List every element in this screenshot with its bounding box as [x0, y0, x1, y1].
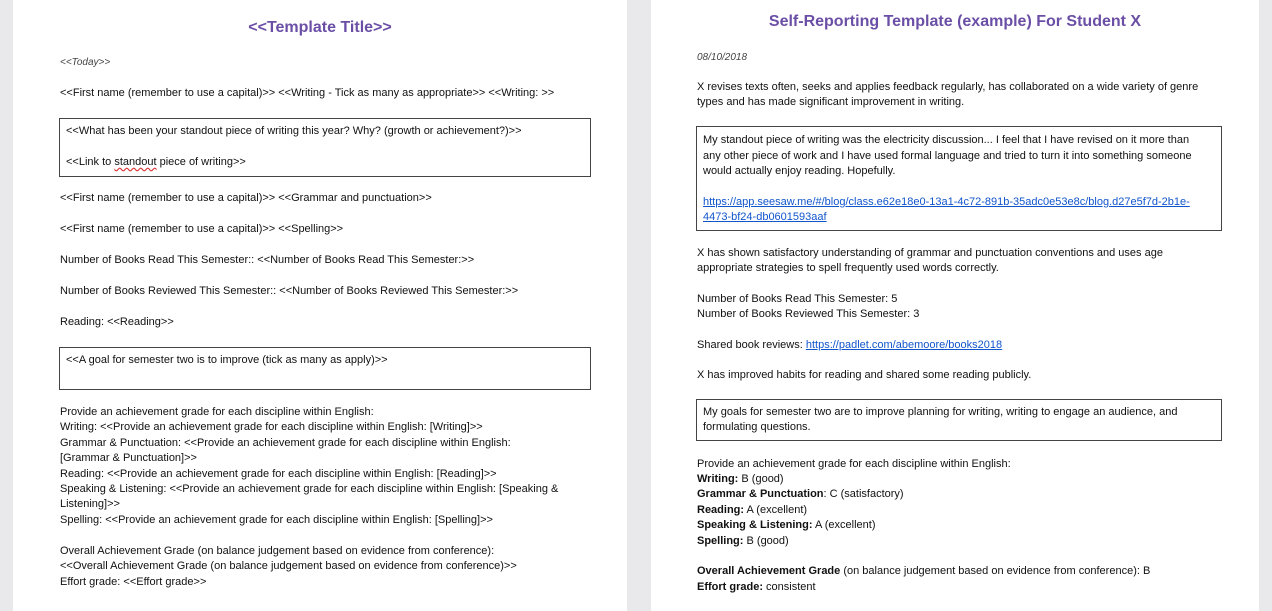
effort-grade-value: consistent: [763, 581, 816, 593]
books-reviewed-line: Number of Books Reviewed This Semester:: <<Number of Books Reviewed This Semester:>>: [60, 285, 519, 297]
standout-writing-box: [696, 126, 1222, 231]
template-title: <<Template Title>>: [248, 19, 392, 36]
grade-reading: [697, 503, 807, 519]
grades-intro: Provide an achievement grade for each discipline within English:: [697, 458, 1011, 470]
standout-text-cont-2: would actually enjoy reading. Hopefully.: [703, 165, 896, 177]
goal-placeholder: <<A goal for semester two is to improve (tick as many as apply)>>: [66, 354, 388, 366]
books-read: Number of Books Read This Semester: 5: [697, 293, 898, 305]
grade-label: Speaking & Listening:: [697, 519, 813, 531]
grammar-line: <<First name (remember to use a capital)>> <<Grammar and punctuation>>: [60, 192, 432, 204]
effort-grade-line: Effort grade: <<Effort grade>>: [60, 576, 207, 588]
report-date: 08/10/2018: [697, 52, 748, 63]
grade-writing: [697, 472, 784, 488]
overall-grade-label: Overall Achievement Grade: [697, 565, 841, 577]
grade-grammar: Grammar & Punctuation: <<Provide an achievement grade for each discipline within English:: [60, 437, 511, 449]
link-suffix: piece of writing>>: [156, 156, 246, 168]
grades-intro: Provide an achievement grade for each discipline within English:: [60, 406, 374, 418]
grade-value: B (good): [743, 535, 789, 547]
effort-grade: [697, 580, 816, 596]
overall-grade-placeholder: <<Overall Achievement Grade (on balance judgement based on evidence from conference)>>: [60, 560, 517, 572]
shared-reviews-label: Shared book reviews:: [697, 339, 806, 351]
reading-line: Reading: <<Reading>>: [60, 316, 174, 328]
grade-spelling: [697, 534, 789, 550]
grade-value: B (good): [738, 473, 784, 485]
books-reviewed: Number of Books Reviewed This Semester: 3: [697, 308, 920, 320]
template-page: [13, 0, 627, 611]
grade-spelling: Spelling: <<Provide an achievement grade for each discipline within English: [Spelling]>>: [60, 514, 493, 526]
grade-speaking: Speaking & Listening: <<Provide an achievement grade for each discipline within English: [Speaking &: [60, 483, 559, 495]
grade-value: : C (satisfactory): [823, 488, 904, 500]
grade-grammar-cont: [Grammar & Punctuation]>>: [60, 452, 197, 464]
overall-grade-line: Overall Achievement Grade (on balance judgement based on evidence from conference):: [60, 545, 495, 557]
padlet-link[interactable]: https://padlet.com/abemoore/books2018: [805, 339, 1003, 351]
writing-paragraph: X revises texts often, seeks and applies feedback regularly, has collaborated on a wide variety of genre: [697, 81, 1199, 93]
standout-writing-box: [59, 118, 591, 177]
goal-text-cont: formulating questions.: [703, 421, 811, 433]
example-page: [651, 0, 1259, 611]
reading-paragraph: X has improved habits for reading and shared some reading publicly.: [697, 369, 1032, 381]
standout-question: <<What has been your standout piece of writing this year? Why? (growth or achievement?)>>: [66, 125, 522, 137]
goal-box: [696, 399, 1222, 441]
grade-reading: Reading: <<Provide an achievement grade for each discipline within English: [Reading]>>: [60, 468, 497, 480]
grammar-paragraph: X has shown satisfactory understanding of grammar and punctuation conventions and uses age: [697, 247, 1163, 259]
seesaw-link[interactable]: https://app.seesaw.me/#/blog/class.e62e18e0-13a1-4c72-891b-35adc0e53e8c/blog.d27e5f7d-2b1e-: [703, 196, 1190, 208]
grade-speaking: [697, 518, 876, 534]
goal-text: My goals for semester two are to improve planning for writing, writing to engage an audience, and: [703, 406, 1178, 418]
overall-grade-value: (on balance judgement based on evidence from conference): B: [840, 565, 1151, 577]
grade-label: Reading:: [697, 504, 745, 516]
standout-text-cont: any other piece of work and I have used formal language and tried to turn it into something someone: [703, 150, 1192, 162]
grade-grammar: [697, 487, 904, 503]
grade-label: Spelling:: [697, 535, 744, 547]
writing-paragraph-cont: types and has made significant improvement in writing.: [697, 96, 965, 108]
today-placeholder: <<Today>>: [60, 57, 111, 68]
grade-speaking-cont: Listening]>>: [60, 498, 120, 510]
standout-text: My standout piece of writing was the electricity discussion... I feel that I have revised on it more than: [703, 134, 1190, 146]
standout-link-placeholder: [66, 155, 246, 171]
example-title: Self-Reporting Template (example) For Student X: [768, 13, 1142, 30]
spellcheck-word: standout: [114, 156, 157, 168]
grade-label: Writing:: [697, 473, 739, 485]
grammar-paragraph-cont: appropriate strategies to spell frequently used words correctly.: [697, 262, 999, 274]
grade-value: A (excellent): [812, 519, 876, 531]
grade-value: A (excellent): [744, 504, 808, 516]
shared-reviews-line: [697, 338, 1002, 354]
link-prefix: <<Link to: [66, 156, 115, 168]
effort-grade-label: Effort grade:: [697, 581, 763, 593]
seesaw-link-cont[interactable]: 4473-bf24-db0601593aaf: [703, 211, 827, 223]
grade-label: Grammar & Punctuation: [697, 488, 824, 500]
writing-line: <<First name (remember to use a capital)>> <<Writing - Tick as many as appropriate>> <<Writing: >>: [60, 87, 555, 99]
books-read-line: Number of Books Read This Semester:: <<Number of Books Read This Semester:>>: [60, 254, 475, 266]
spelling-line: <<First name (remember to use a capital)>> <<Spelling>>: [60, 223, 344, 235]
grade-writing: Writing: <<Provide an achievement grade for each discipline within English: [Writing]>>: [60, 421, 483, 433]
goal-box: [59, 347, 591, 390]
overall-grade: [697, 564, 1150, 580]
